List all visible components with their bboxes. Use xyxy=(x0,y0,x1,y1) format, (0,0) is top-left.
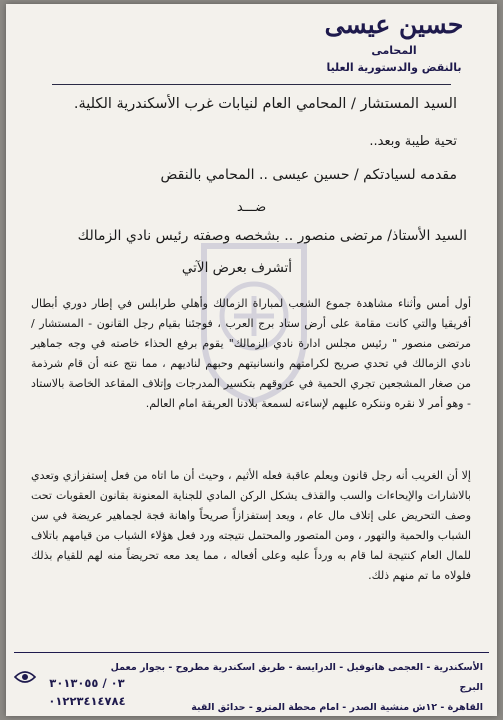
letterhead-divider xyxy=(52,84,451,85)
versus-line: ضـــد xyxy=(236,200,267,215)
letterhead-title: المحامى xyxy=(371,44,417,57)
defendant-line: السيد الأستاذ/ مرتضى منصور .. بشخصه وصفته رئيس نادي الزمالك xyxy=(77,228,467,244)
footer xyxy=(14,656,489,712)
phone-landline: ٠٣ / ٣٠١٣٠٥٥ xyxy=(49,676,125,690)
presented-by-line: مقدمه لسيادتكم / حسين عيسى .. المحامي بالنقض xyxy=(160,167,457,183)
letterhead-name: حسين عيسى xyxy=(324,10,464,39)
contact-eye-icon xyxy=(14,670,36,684)
phone-mobile: ٠١٢٢٣٤١٤٧٨٤ xyxy=(48,694,126,708)
footer-divider xyxy=(14,652,489,653)
letter-page xyxy=(6,4,497,716)
addressee-line: السيد المستشار / المحامي العام لنيابات غرب الأسكندرية الكلية. xyxy=(73,96,457,112)
footer-address-1: الأسكندرية - العجمى هانوفيل - الدرايسة - طريق اسكندرية مطروح - بجوار معمل البرج xyxy=(110,662,483,693)
footer-contact xyxy=(42,674,132,710)
paragraph-2: إلا أن الغريب أنه رجل قانون ويعلم عاقبة فعله الأثيم ، وحيث أن ما اتاه من فعل إستفزازي وتعدي بالاشارات والإيحاءات والسب والقذف يشكل الركن المادي للجناية المعنونة بقانون العقوبات تحت وصف التحريض على إتلاف مال عام ، ويعد إستفزازاً صريحاً واهانة فجة لجماهير عريضة في سن الشباب والحمية والتهور ، ومن المتصور والمحتمل نتيجته ورد فعل هؤلاء الشباب من قيامهم باتلاف للمال العام كنتيجة لما قام به ورداً عليه وعلى أفعاله ، مما يعد معه تحريضاً منه لهم للقيام بذلك فلولاه ما تم منهم ذلك. xyxy=(31,469,471,582)
honor-line: أتشرف بعرض الآتي xyxy=(181,260,292,276)
letterhead xyxy=(309,10,479,74)
paragraph-1: أول أمس وأثناء مشاهدة جموع الشعب لمباراة الزمالك وأهلي طرابلس في إطار دوري أبطال أفريقيا والتي كانت مقامة على أرض ستاد برج العرب ، فوجئنا بقيام رجل القانون - المستشار / مرتضى منصور " رئيس مجلس ادارة نادي الزمالك" يقوم برفع الحذاء خاصته في وجه جماهير نادي الزمالك في تحدي صريح لكرامتهم وانسانيتهم وحبهم لناديهم ، مما نتج عنه أن قام شرذمة من صغار المشجعين تجري الحمية في عروقهم بتكسير المدرجات وإتلاف المقاعد الخاصة بالاستاد - وهو أمر لا نقره وننكره عليهم لإساءته لسمعة بلادنا العريقة امام العالم. xyxy=(31,297,471,410)
letterhead-subtitle: بالنقض والدستورية العليا xyxy=(326,61,462,74)
footer-addresses xyxy=(103,658,483,716)
greeting-line: تحية طيبة وبعد.. xyxy=(369,134,457,149)
footer-address-2: القاهرة - ١٢ش منشية الصدر - امام محطة المترو - حدائق القبة xyxy=(191,702,483,713)
